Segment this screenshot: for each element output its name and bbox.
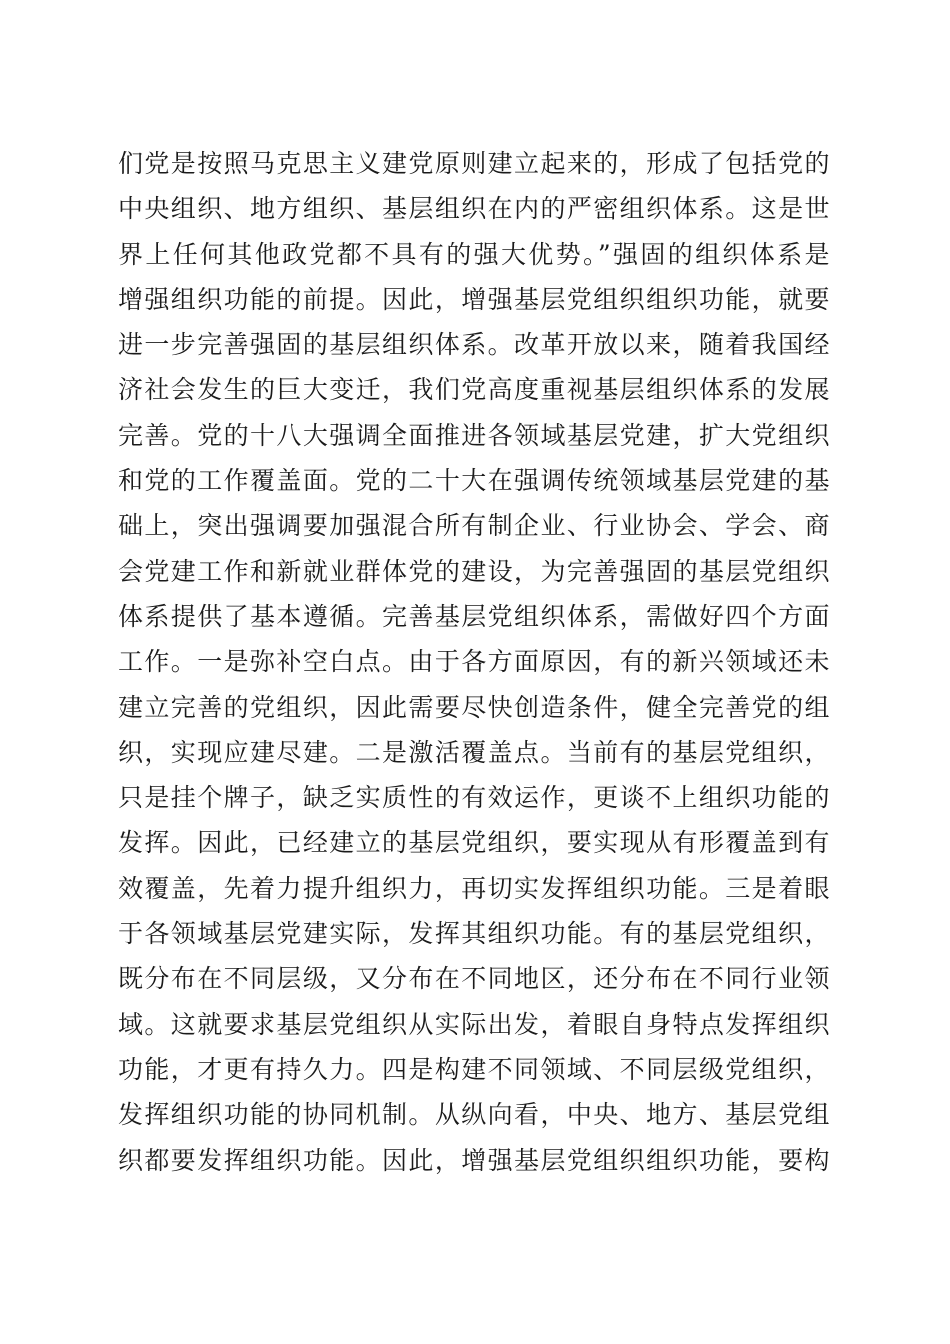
text-line: 进一步完善强固的基层组织体系。改革开放以来，随着我国经 bbox=[118, 330, 830, 360]
text-line: 织都要发挥组织功能。因此，增强基层党组织组织功能，要构 bbox=[118, 1145, 830, 1175]
text-line: 完善。党的十八大强调全面推进各领域基层党建，扩大党组织 bbox=[118, 420, 830, 450]
text-line: 织，实现应建尽建。二是激活覆盖点。当前有的基层党组织， bbox=[118, 737, 830, 767]
text-line: 建立完善的党组织，因此需要尽快创造条件，健全完善党的组 bbox=[118, 692, 830, 722]
text-line: 会党建工作和新就业群体党的建设，为完善强固的基层党组织 bbox=[118, 556, 830, 586]
text-line: 发挥组织功能的协同机制。从纵向看，中央、地方、基层党组 bbox=[118, 1100, 830, 1130]
text-line: 功能，才更有持久力。四是构建不同领域、不同层级党组织， bbox=[118, 1054, 830, 1084]
text-line: 础上，突出强调要加强混合所有制企业、行业协会、学会、商 bbox=[118, 511, 830, 541]
text-line: 既分布在不同层级，又分布在不同地区，还分布在不同行业领 bbox=[118, 964, 830, 994]
text-line: 增强组织功能的前提。因此，增强基层党组织组织功能，就要 bbox=[118, 284, 830, 314]
text-line: 中央组织、地方组织、基层组织在内的严密组织体系。这是世 bbox=[118, 194, 830, 224]
text-line: 界上任何其他政党都不具有的强大优势。”强固的组织体系是 bbox=[118, 239, 830, 269]
text-line: 们党是按照马克思主义建党原则建立起来的，形成了包括党的 bbox=[118, 149, 830, 178]
body-text bbox=[118, 141, 830, 1183]
text-line: 和党的工作覆盖面。党的二十大在强调传统领域基层党建的基 bbox=[118, 466, 830, 496]
text-line: 于各领域基层党建实际，发挥其组织功能。有的基层党组织， bbox=[118, 919, 830, 949]
text-line: 济社会发生的巨大变迁，我们党高度重视基层组织体系的发展 bbox=[118, 375, 830, 405]
text-line: 只是挂个牌子，缺乏实质性的有效运作，更谈不上组织功能的 bbox=[118, 783, 830, 813]
text-line: 效覆盖，先着力提升组织力，再切实发挥组织功能。三是着眼 bbox=[118, 873, 830, 903]
text-line: 工作。一是弥补空白点。由于各方面原因，有的新兴领域还未 bbox=[118, 647, 830, 677]
text-line: 体系提供了基本遵循。完善基层党组织体系，需做好四个方面 bbox=[118, 601, 830, 631]
text-line: 发挥。因此，已经建立的基层党组织，要实现从有形覆盖到有 bbox=[118, 828, 830, 858]
text-line: 域。这就要求基层党组织从实际出发，着眼自身特点发挥组织 bbox=[118, 1009, 830, 1039]
